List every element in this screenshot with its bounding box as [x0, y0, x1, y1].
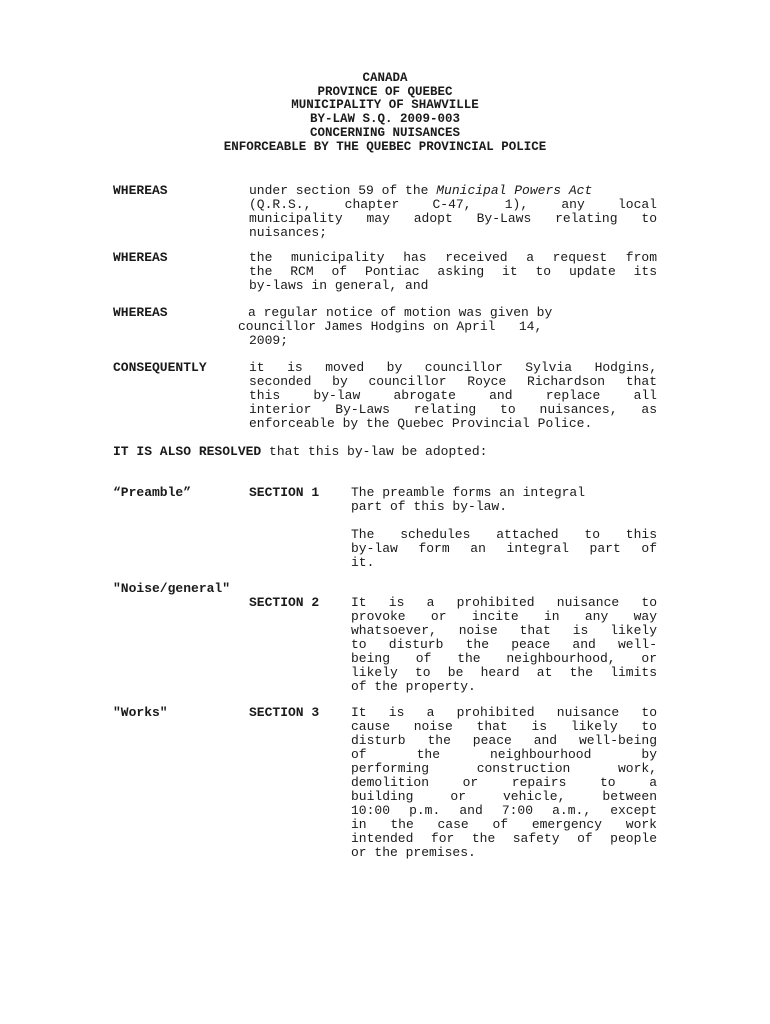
section-3-line-7: building or vehicle, between — [351, 789, 657, 804]
whereas-2-line-2: the RCM of Pontiac asking it to update its — [249, 264, 657, 279]
section-1-p2-line-2: by-law form an integral part of — [351, 541, 657, 556]
section-3-line-6: demolition or repairs to a — [351, 775, 657, 790]
whereas-1-act-name: Municipal Powers Act — [436, 183, 593, 198]
whereas-3-line-2: councillor James Hodgins on April 14, — [238, 319, 543, 334]
section-2-line-2: provoke or incite in any way — [351, 609, 657, 624]
whereas-3-line-3: 2009; — [249, 333, 289, 348]
consequently-line-5: enforceable by the Quebec Provincial Police. — [249, 416, 593, 431]
whereas-clause-1 — [249, 184, 657, 240]
title-subject: CONCERNING NUISANCES — [309, 125, 461, 140]
section-1-title: “Preamble” — [113, 485, 192, 500]
title-province: PROVINCE OF QUEBEC — [317, 84, 453, 99]
consequently-label: CONSEQUENTLY — [113, 360, 207, 375]
section-2-line-5: being of the neighbourhood, or — [351, 651, 657, 666]
section-2-line-7: of the property. — [351, 679, 476, 694]
section-1-p1-line-1: The preamble forms an integral — [351, 485, 586, 500]
section-3-line-8: 10:00 p.m. and 7:00 a.m., except — [351, 803, 657, 818]
section-2-line-4: to disturb the peace and well- — [351, 637, 657, 652]
section-3-number: SECTION 3 — [249, 705, 320, 720]
section-2-line-6: likely to be heard at the limits — [351, 665, 657, 680]
section-1-p1-line-2: part of this by-law. — [351, 499, 508, 514]
whereas-1-line-3: municipality may adopt By-Laws relating to — [249, 211, 657, 226]
section-1-p2-line-3: it. — [351, 555, 375, 570]
whereas-1-line-4: nuisances; — [249, 225, 328, 240]
section-3-line-11: or the premises. — [351, 845, 476, 860]
section-1-number: SECTION 1 — [249, 485, 320, 500]
whereas-1-text-a: under section 59 of the — [249, 183, 437, 198]
consequently-line-1: it is moved by councillor Sylvia Hodgins, — [249, 360, 657, 375]
section-1-p2-line-1: The schedules attached to this — [351, 527, 657, 542]
whereas-1-line-2: (Q.R.S., chapter C-47, 1), any local — [249, 197, 657, 212]
document-title — [0, 72, 770, 154]
title-municipality: MUNICIPALITY OF SHAWVILLE — [291, 98, 479, 113]
section-3-line-10: intended for the safety of people — [351, 831, 657, 846]
section-3-line-5: performing construction work, — [351, 761, 657, 776]
section-1-body — [351, 486, 657, 570]
section-3-line-1: It is a prohibited nuisance to — [351, 705, 657, 720]
section-3-line-9: in the case of emergency work — [351, 817, 657, 832]
whereas-2-line-1: the municipality has received a request from — [249, 250, 657, 265]
section-3-title: "Works" — [113, 705, 168, 720]
resolved-text: that this by-law be adopted: — [261, 444, 488, 459]
section-2-line-1: It is a prohibited nuisance to — [351, 595, 657, 610]
whereas-2-line-3: by-laws in general, and — [249, 278, 429, 293]
section-3-body — [351, 706, 657, 860]
title-enforcement: ENFORCEABLE BY THE QUEBEC PROVINCIAL POLICE — [223, 139, 547, 154]
whereas-label-3: WHEREAS — [113, 305, 168, 320]
section-3-line-2: cause noise that is likely to — [351, 719, 657, 734]
section-3-line-3: disturb the peace and well-being — [351, 733, 657, 748]
resolved-clause — [113, 445, 487, 459]
section-2-title: "Noise/general" — [113, 581, 231, 596]
section-3-line-4: of the neighbourhood by — [351, 747, 657, 762]
section-2-line-3: whatsoever, noise that is likely — [351, 623, 657, 638]
section-2-number: SECTION 2 — [249, 595, 320, 610]
whereas-3-line-1: a regular notice of motion was given by — [248, 305, 553, 320]
whereas-label-1: WHEREAS — [113, 183, 168, 198]
title-country: CANADA — [362, 71, 408, 85]
whereas-label-2: WHEREAS — [113, 250, 168, 265]
title-bylaw-number: BY-LAW S.Q. 2009-003 — [309, 112, 461, 127]
resolved-label: IT IS ALSO RESOLVED — [113, 444, 262, 459]
consequently-line-2: seconded by councillor Royce Richardson that — [249, 374, 657, 389]
whereas-clause-2 — [249, 251, 657, 293]
consequently-line-3: this by-law abrogate and replace all — [249, 388, 657, 403]
consequently-clause — [249, 361, 657, 431]
consequently-line-4: interior By-Laws relating to nuisances, as — [249, 402, 657, 417]
section-2-body — [351, 596, 657, 694]
